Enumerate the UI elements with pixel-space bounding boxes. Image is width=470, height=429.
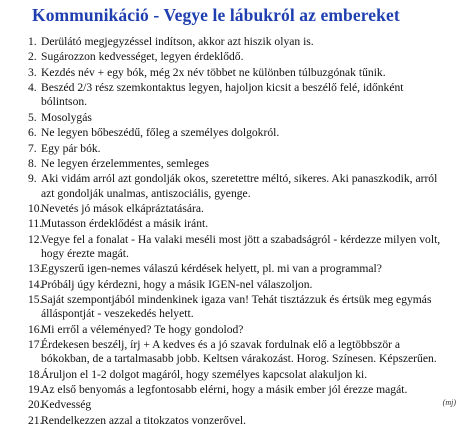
- list-item-number: 11.: [28, 217, 43, 231]
- list-item-text: Vegye fel a fonalat - Ha valaki meséli most jött a szabadságról - kérdezze milyen volt, hogy érezte magát.: [41, 232, 441, 260]
- list-item-number: 4.: [28, 81, 37, 95]
- list-item: [0, 172, 470, 202]
- list-item-text: Mi erről a véleményed? Te hogy gondolod?: [41, 322, 244, 336]
- list-item-number: 1.: [28, 35, 37, 48]
- list-item-text: Egy pár bók.: [41, 141, 101, 155]
- list-item-text: Kezdés név + egy bók, még 2x név többet ne különben túlbuzgónak tűnik.: [41, 65, 386, 79]
- list-item-number: 16.: [28, 322, 43, 336]
- list-item: [0, 81, 470, 111]
- list-item-number: 8.: [28, 156, 37, 170]
- list-item: [0, 233, 470, 263]
- list-item-number: 15.: [28, 293, 43, 307]
- list-item: [0, 414, 470, 429]
- list-item-number: 19.: [28, 383, 43, 397]
- list-item-number: 17.: [28, 338, 43, 352]
- list-item: [0, 202, 470, 217]
- tips-list: [0, 35, 470, 429]
- list-item-number: 5.: [28, 110, 37, 124]
- list-item-number: 12.: [28, 232, 43, 246]
- list-item: [0, 111, 470, 126]
- list-item-text: Áruljon el 1-2 dolgot magáról, hogy személyes kapcsolat alakuljon ki.: [41, 367, 368, 381]
- list-item-text: Sugározzon kedvességet, legyen érdeklődő.: [41, 50, 244, 64]
- list-item-number: 7.: [28, 141, 37, 155]
- list-item: [0, 50, 470, 65]
- list-item-text: Kedvesség: [41, 398, 92, 412]
- list-item: [0, 278, 470, 293]
- list-item-text: Nevetés jó mások elkápráztatására.: [41, 201, 204, 215]
- list-item-number: 6.: [28, 126, 37, 140]
- list-item-text: Rendelkezzen azzal a titokzatos vonzerővel.: [41, 413, 247, 427]
- list-item: [0, 217, 470, 232]
- list-item-text: Saját szempontjából mindenkinek igaza van! Tehát tisztázzuk és értsük meg egymás álláspontját - veszekedés helyett.: [41, 293, 432, 321]
- list-item-number: 21.: [28, 413, 43, 427]
- list-item: [0, 323, 470, 338]
- list-item-number: 9.: [28, 172, 37, 186]
- author-signature: (mj): [442, 398, 456, 407]
- list-item-text: Próbálj úgy kérdezni, hogy a másik IGEN-nel válaszoljon.: [41, 277, 313, 291]
- list-item: [0, 383, 470, 398]
- list-item-number: 14.: [28, 277, 43, 291]
- list-item-number: 10.: [28, 201, 43, 215]
- list-item-number: 13.: [28, 262, 43, 276]
- list-item: [0, 262, 470, 277]
- list-item-number: 20.: [28, 398, 43, 412]
- list-item-text: Ne legyen bőbeszédű, főleg a személyes dolgokról.: [41, 126, 280, 140]
- list-item-text: Érdekesen beszélj, írj + A kedves és a jó szavak fordulnak elő a legtöbbször a bókokban, de a tartalmasabb jobb. Keltsen várakozást. Horog. Színesen. Képszerűen.: [41, 338, 437, 366]
- list-item-text: Beszéd 2/3 rész szemkontaktus legyen, hajoljon kicsit a beszélő felé, időnként bólintson.: [41, 81, 404, 109]
- list-item-number: 3.: [28, 65, 37, 79]
- list-item: [0, 35, 470, 50]
- list-item-number: 2.: [28, 50, 37, 64]
- list-item-text: Az első benyomás a legfontosabb elérni, hogy a másik ember jól érezze magát.: [41, 383, 408, 397]
- list-item-text: Aki vidám arról azt gondolják okos, szeretettre méltó, sikeres. Aki panaszkodik, arról azt gondolják unalmas, antiszociális, gyenge.: [41, 172, 438, 200]
- list-item-text: Egyszerű igen-nemes válaszú kérdések helyett, pl. mi van a programmal?: [41, 262, 382, 276]
- list-item-text: Mutasson érdeklődést a másik iránt.: [41, 217, 209, 231]
- list-item: [0, 368, 470, 383]
- list-item: [0, 66, 470, 81]
- list-item-number: 18.: [28, 367, 43, 381]
- list-item: [0, 293, 470, 323]
- page-title: Kommunikáció - Vegye le lábukról az embereket: [32, 5, 400, 25]
- list-item: [0, 157, 470, 172]
- list-item-text: Derülátó megjegyzéssel indítson, akkor azt hiszik olyan is.: [41, 35, 314, 48]
- list-item: [0, 142, 470, 157]
- list-item: [0, 126, 470, 141]
- list-item: [0, 338, 470, 368]
- list-item-text: Mosolygás: [41, 110, 92, 124]
- list-item-text: Ne legyen érzelemmentes, semleges: [41, 156, 210, 170]
